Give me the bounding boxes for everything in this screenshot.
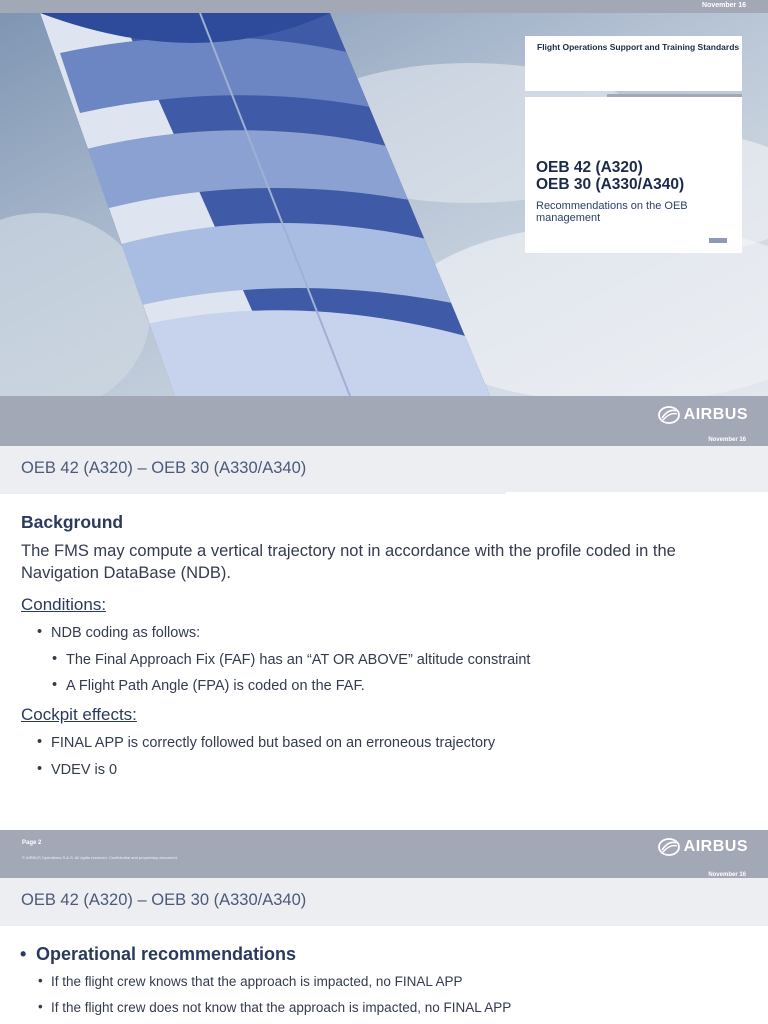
title-slide [0, 0, 768, 446]
recommendations-slide [0, 878, 768, 1024]
slide-header-title: OEB 42 (A320) – OEB 30 (A330/A340) [21, 891, 307, 909]
conditions-sub-bullet: • A Flight Path Angle (FPA) is coded on the FAF. [66, 678, 365, 694]
conditions-sub-bullet: • The Final Approach Fix (FAF) has an “AT OR ABOVE” altitude constraint [66, 652, 530, 668]
background-heading: Background [21, 512, 124, 532]
header-divider [506, 492, 768, 494]
document-title-line2: OEB 30 (A330/A340) [536, 176, 685, 193]
document-subtitle: Recommendations on the OEB management [536, 200, 688, 224]
page-number: Page 2 [22, 840, 42, 846]
footer-date: November 16 [708, 437, 746, 443]
top-bar [0, 0, 768, 13]
airbus-logo [658, 838, 748, 856]
document-title-line1: OEB 42 (A320) [536, 159, 643, 176]
background-slide [0, 446, 768, 878]
title-card [525, 97, 742, 253]
conditions-bullet: • NDB coding as follows: [51, 625, 200, 641]
card-accent [709, 238, 727, 243]
cockpit-effects-bullet: • FINAL APP is correctly followed but based on an erroneous trajectory [51, 735, 495, 751]
slide-header-title: OEB 42 (A320) – OEB 30 (A330/A340) [21, 459, 307, 477]
slide-date: November 16 [702, 2, 746, 9]
airbus-logo-icon [658, 838, 680, 856]
recommendation-bullet: • If the flight crew knows that the approach is impacted, no FINAL APP [51, 974, 462, 989]
recommendation-bullet: • If the flight crew does not know that the approach is impacted, no FINAL APP [51, 1000, 511, 1015]
org-card [525, 36, 742, 91]
cockpit-effects-bullet: • VDEV is 0 [51, 762, 117, 778]
slide-footer-bar [0, 830, 768, 878]
cockpit-effects-heading: Cockpit effects: [21, 705, 137, 724]
org-name: Flight Operations Support and Training Standards [537, 42, 740, 52]
slide-header [0, 446, 768, 494]
recommendations-heading: • Operational recommendations [36, 944, 296, 965]
copyright-notice: © AIRBUS Operations S.A.S. All rights reserved. Confidential and proprietary document. [22, 855, 178, 860]
airbus-logo-icon [658, 406, 680, 424]
background-text: The FMS may compute a vertical trajectory not in accordance with the profile coded in the Navigation DataBase (NDB). [21, 542, 676, 582]
logo-text: AIRBUS [683, 838, 748, 855]
slide-header [0, 878, 768, 926]
title-footer-bar [0, 396, 768, 446]
logo-text: AIRBUS [683, 406, 748, 423]
airbus-logo [658, 406, 748, 424]
conditions-heading: Conditions: [21, 595, 107, 614]
footer-date: November 16 [708, 872, 746, 878]
